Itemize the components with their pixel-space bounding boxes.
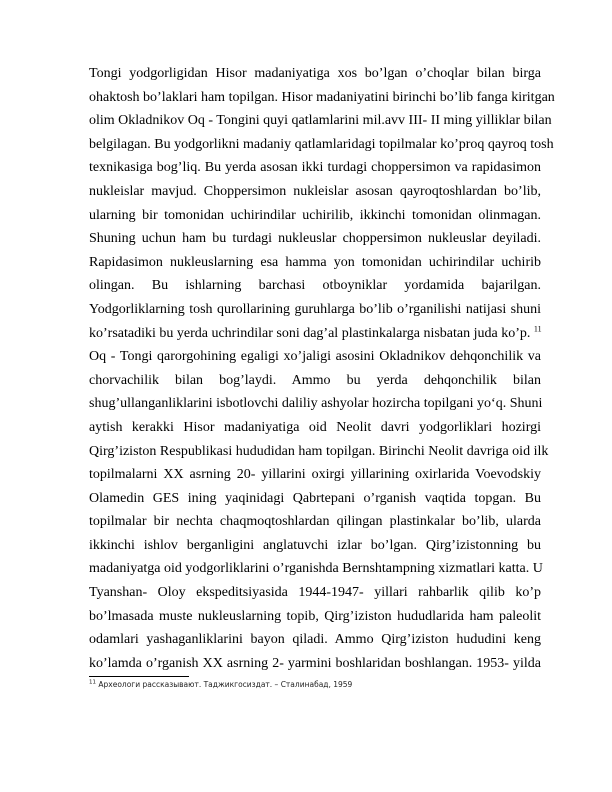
body-line-23: Tyanshan- Oloy ekspeditsiyasida 1944-1947- yillari rahbarlik qilib ko’p (89, 585, 541, 601)
body-line-16: aytish kerakki Hisor madaniyatiga oid Neolit davri yodgorliklari hozirgi (89, 419, 541, 435)
body-line-12-text: ko’rsatadiki bu yerda uchrindilar soni dag’al plastinkalarga nisbatan juda ko’p. (89, 325, 531, 341)
body-line-25: odamlari yashaganliklarini bayon qiladi. Ammo Qirg’iziston hududini keng (89, 632, 541, 648)
body-line-22: madaniyatga oid yodgorliklarini o’rganishda Bernshtampning xizmatlari katta. U (89, 561, 543, 577)
body-line-4: belgilagan. Bu yodgorlikni madaniy qatlamlaridagi topilmalar ko’proq qayroq tosh (89, 136, 554, 152)
body-line-1: Tongi yodgorligidan Hisor madaniyatiga xos bo’lgan o’choqlar bilan birga (89, 66, 541, 81)
footnote-text: Археологи рассказывают. Таджикгосиздат. – Сталинабад, 1959 (96, 680, 353, 689)
body-line-9: Rapidasimon nukleuslarning esa hamma yon tomonidan uchirindilar uchirib (89, 254, 541, 270)
body-line-24: bo’lmasada muste nukleuslarning topib, Qirg’iziston hududlarida ham paleolit (89, 608, 541, 624)
body-line-8: Shuning uchun ham bu turdagi nukleuslar choppersimon nukleuslar deyiladi. (89, 231, 541, 247)
body-line-14: chorvachilik bilan bog’laydi. Ammo bu yerda dehqonchilik bilan (89, 372, 541, 388)
body-line-13: Oq - Tongi qarorgohining egaligi xo’jaligi asosini Okladnikov dehqonchilik va (89, 349, 541, 365)
body-line-10: olingan. Bu ishlarning barchasi otboyniklar yordamida bajarilgan. (89, 278, 541, 294)
body-line-3: olim Okladnikov Oq - Tongini quyi qatlamlarini mil.avv III- II ming yilliklar bilan (89, 113, 552, 129)
footnote-number: 11 (89, 679, 96, 686)
document-body (89, 62, 555, 675)
footnote-reference[interactable]: 11 (533, 323, 542, 333)
body-line-20: topilmalar bir nechta chaqmoqtoshlardan qilingan plastinkalar bo’lib, ularda (89, 514, 541, 530)
body-line-26: ko’lamda o’rganish XX asrning 2- yarmini boshlaridan boshlangan. 1953- yilda (89, 655, 541, 671)
body-line-19: Olamedin GES ining yaqinidagi Qabrtepani o’rganish vaqtida topgan. Bu (89, 490, 541, 506)
body-line-18: topilmalarni XX asrning 20- yillarini oxirgi yillarining oxirlarida Voevodskiy (89, 467, 541, 483)
body-line-2: ohaktosh bo’laklari ham topilgan. Hisor madaniyatini birinchi bo’lib fanga kiritgan (89, 89, 555, 105)
footnote (89, 680, 352, 689)
body-line-21: ikkinchi ishlov berganligini anglatuvchi izlar bo’lgan. Qirg’izistonning bu (89, 537, 541, 553)
body-line-15: shug’ullanganliklarini isbotlovchi daliliy ashyolar hozircha topilgani yo‘q. Shuni (89, 396, 543, 412)
footnote-separator (89, 676, 189, 677)
body-line-12 (89, 322, 541, 346)
body-line-6: nukleislar mavjud. Choppersimon nukleislar asosan qayroqtoshlardan bo’lib, (89, 183, 541, 199)
body-line-11: Yodgorliklarning tosh qurollarining guruhlarga bo’lib o’rganilishi natijasi shuni (89, 301, 541, 317)
body-line-7: ularning bir tomonidan uchirindilar uchirilib, ikkinchi tomonidan olinmagan. (89, 207, 541, 223)
body-line-5: texnikasiga bog’liq. Bu yerda asosan ikki turdagi choppersimon va rapidasimon (89, 160, 541, 176)
body-line-17: Qirg’iziston Respublikasi hududidan ham topilgan. Birinchi Neolit davriga oid ilk (89, 443, 549, 459)
